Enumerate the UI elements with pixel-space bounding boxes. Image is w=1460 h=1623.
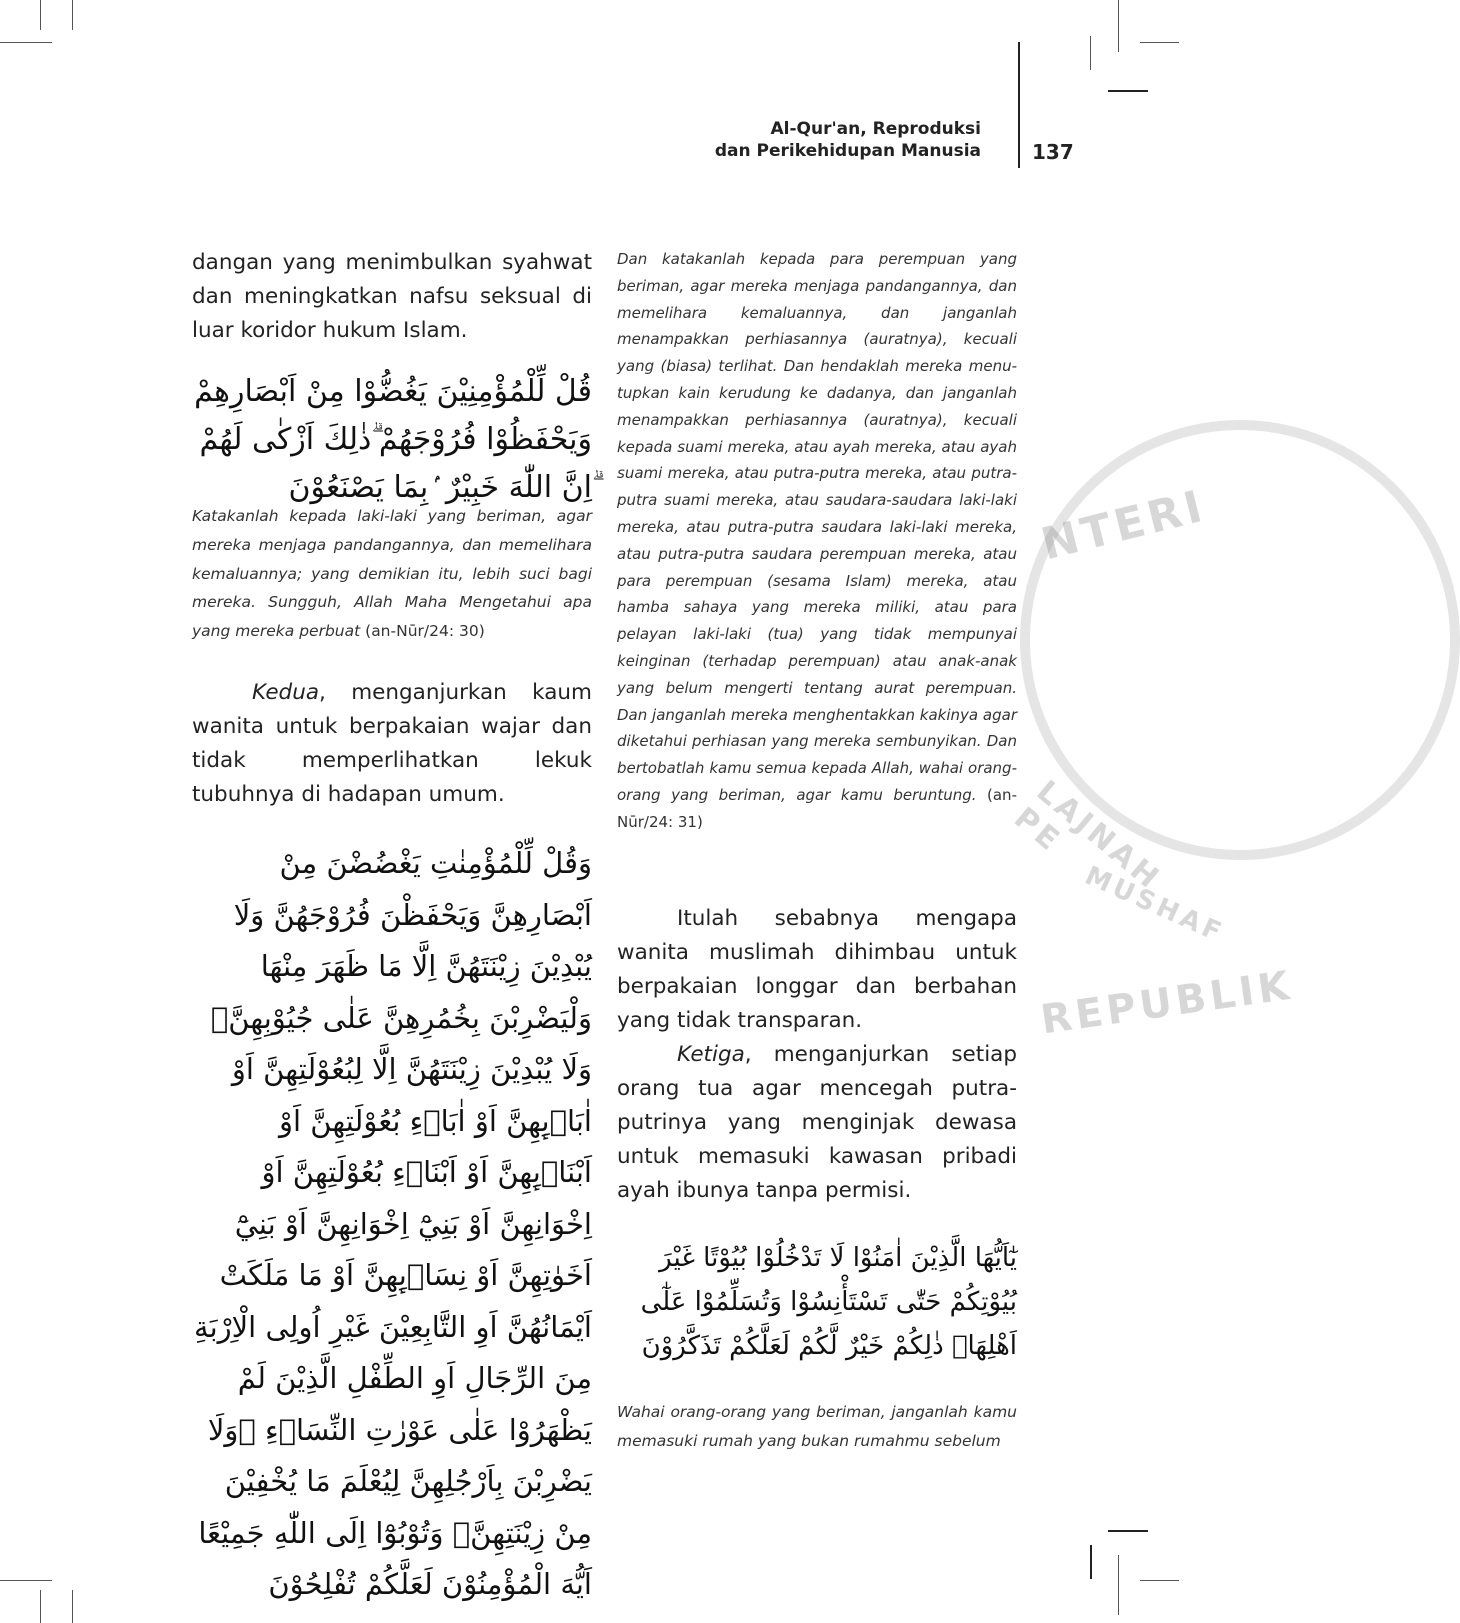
itulah-block [617, 902, 1017, 1038]
left-column [192, 246, 592, 348]
verse-30-arabic: قُلْ لِّلْمُؤْمِنِيْنَ يَغُضُّوْا مِنْ اَبْصَارِهِمْ وَيَحْفَظُوْا فُرُوْجَهُمْ ۗذٰلِكَ اَزْكٰى لَهُمْ ۗاِنَّ اللّٰهَ خَبِيْرٌ ۢبِمَا يَصْنَعُوْنَ [194, 374, 592, 505]
watermark-text-bottom: REPUBLIK [1038, 962, 1296, 1044]
verse-30-translation-block [192, 502, 592, 646]
kedua-text: , menganjurkan kaum wanita untuk berpakaian wajar dan tidak memperlihatkan lekuk tubuhnya di hadapan umum. [192, 680, 592, 807]
verse-31-block [192, 838, 592, 1611]
verse-30-block [192, 368, 592, 512]
verse-27-translation-block [617, 1398, 1017, 1456]
verse-31-translation-text: Dan katakanlah kepada para perempuan yang beriman, agar mereka menjaga pandangannya, dan memelihara kemaluannya, dan janganlah menampakkan perhiasannya (auratnya), kecuali yang (biasa) terlihat. Dan hendaklah mereka menu-tupkan kain kerudung ke dadanya, dan janganlah menampakkan perhiasannya (auratnya), kecuali kepada suami mereka, atau ayah mereka, atau ayah suami mereka, atau putra-putra mereka, atau putra-putra suami mereka, atau saudara-saudara laki-laki mereka, atau putra-putra saudara laki-laki mereka, atau putra-putra saudara perempuan mereka, atau para perempuan (sesama Islam) mereka, atau hamba sahaya yang mereka miliki, atau para pelayan laki-laki (tua) yang tidak mempunyai keinginan (terhadap perempuan) atau anak-anak yang belum mengerti tentang aurat perempuan. Dan janganlah mereka menghentakkan kakinya agar diketahui perhiasan yang mereka sembunyikan. Dan bertobatlah kamu semua kepada Allah, wahai orang-orang yang beriman, agar kamu beruntung. [617, 250, 1017, 804]
crop-mark [40, 1590, 41, 1623]
crop-mark [1108, 90, 1148, 92]
crop-mark [40, 0, 41, 30]
crop-mark [1118, 1555, 1119, 1615]
ketiga-text: , menganjurkan setiap orang tua agar mencegah putra-putrinya yang menginjak dewasa untuk memasuki kawasan pribadi ayah ibunya tanpa permisi. [617, 1042, 1017, 1203]
crop-mark [0, 1580, 52, 1581]
intro-paragraph: dangan yang menimbulkan syahwat dan meningkatkan nafsu seksual di luar koridor hukum Islam. [192, 250, 592, 343]
watermark-stamp [1020, 420, 1460, 860]
running-title-line1: Al-Qur'an, Reproduksi [770, 119, 981, 139]
watermark-text-side: LAJNAH PE [1007, 773, 1168, 898]
crop-mark [1090, 1545, 1092, 1579]
verse-27-block [617, 1236, 1017, 1368]
page-number: 137 [1032, 140, 1074, 164]
watermark-text-side2: MUSHAF [1080, 860, 1230, 950]
crop-mark [72, 0, 73, 30]
crop-mark [0, 42, 52, 43]
kedua-paragraph [192, 676, 592, 812]
verse-30-citation: (an-Nūr/24: 30) [365, 622, 485, 641]
kedua-block [192, 676, 592, 812]
kedua-lead: Kedua [252, 680, 320, 705]
verse-30-translation [192, 502, 592, 646]
verse-27-translation: Wahai orang-orang yang beriman, janganlah kamu memasuki rumah yang bukan rumahmu sebelum [617, 1403, 1017, 1450]
ketiga-block [617, 1038, 1017, 1208]
verse-31-citation: (an-Nūr/24: 31) [617, 785, 1017, 831]
verse-30-translation-text: Katakanlah kepada laki-laki yang beriman, agar mereka menjaga pandangannya, dan memelihara kemaluannya; yang demikian itu, lebih suci bagi mereka. Sungguh, Allah Maha Mengetahui apa yang mereka perbuat [192, 507, 592, 641]
crop-mark [1140, 42, 1179, 43]
header-rule [1018, 42, 1020, 168]
crop-mark [1108, 1530, 1148, 1532]
crop-mark [72, 1590, 73, 1623]
running-title-line2: dan Perikehidupan Manusia [714, 141, 981, 161]
ketiga-paragraph [617, 1038, 1017, 1208]
verse-27-arabic: يٰٓاَيُّهَا الَّذِيْنَ اٰمَنُوْا لَا تَدْخُلُوْا بُيُوْتًا غَيْرَ بُيُوْتِكُمْ حَتّٰى تَسْتَأْنِسُوْا وَتُسَلِّمُوْا عَلٰٓى اَهْلِهَاۗ ذٰلِكُمْ خَيْرٌ لَّكُمْ لَعَلَّكُمْ تَذَكَّرُوْنَ [640, 1243, 1017, 1361]
watermark-text-top: NTERI [1036, 480, 1211, 571]
verse-31-translation [617, 246, 1017, 836]
crop-mark [1140, 1580, 1179, 1581]
running-head [715, 118, 981, 162]
crop-mark [1090, 36, 1091, 70]
ketiga-lead: Ketiga [677, 1042, 745, 1067]
verse-31-translation-block [617, 246, 1017, 836]
itulah-paragraph: Itulah sebabnya mengapa wanita muslimah dihimbau untuk berpakaian longgar dan berbahan yang tidak transparan. [617, 906, 1017, 1033]
verse-31-arabic: وَقُلْ لِّلْمُؤْمِنٰتِ يَغْضُضْنَ مِنْ اَبْصَارِهِنَّ وَيَحْفَظْنَ فُرُوْجَهُنَّ وَلَا يُبْدِيْنَ زِيْنَتَهُنَّ اِلَّا مَا ظَهَرَ مِنْهَا وَلْيَضْرِبْنَ بِخُمُرِهِنَّ عَلٰى جُيُوْبِهِنَّۖ وَلَا يُبْدِيْنَ زِيْنَتَهُنَّ اِلَّا لِبُعُوْلَتِهِنَّ اَوْ اٰبَاۤىِٕهِنَّ اَوْ اٰبَاۤءِ بُعُوْلَتِهِنَّ اَوْ اَبْنَاۤىِٕهِنَّ اَوْ اَبْنَاۤءِ بُعُوْلَتِهِنَّ اَوْ اِخْوَانِهِنَّ اَوْ بَنِيْٓ اِخْوَانِهِنَّ اَوْ بَنِيْٓ اَخَوٰتِهِنَّ اَوْ نِسَاۤىِٕهِنَّ اَوْ مَا مَلَكَتْ اَيْمَانُهُنَّ اَوِ التَّابِعِيْنَ غَيْرِ اُولِى الْاِرْبَةِ مِنَ الرِّجَالِ اَوِ الطِّفْلِ الَّذِيْنَ لَمْ يَظْهَرُوْا عَلٰى عَوْرٰتِ النِّسَاۤءِ ۖوَلَا يَضْرِبْنَ بِاَرْجُلِهِنَّ لِيُعْلَمَ مَا يُخْفِيْنَ مِنْ زِيْنَتِهِنَّۗ وَتُوْبُوْٓا اِلَى اللّٰهِ جَمِيْعًا اَيُّهَ الْمُؤْمِنُوْنَ لَعَلَّكُمْ تُفْلِحُوْنَ [194, 846, 592, 1601]
crop-mark [1118, 0, 1119, 52]
